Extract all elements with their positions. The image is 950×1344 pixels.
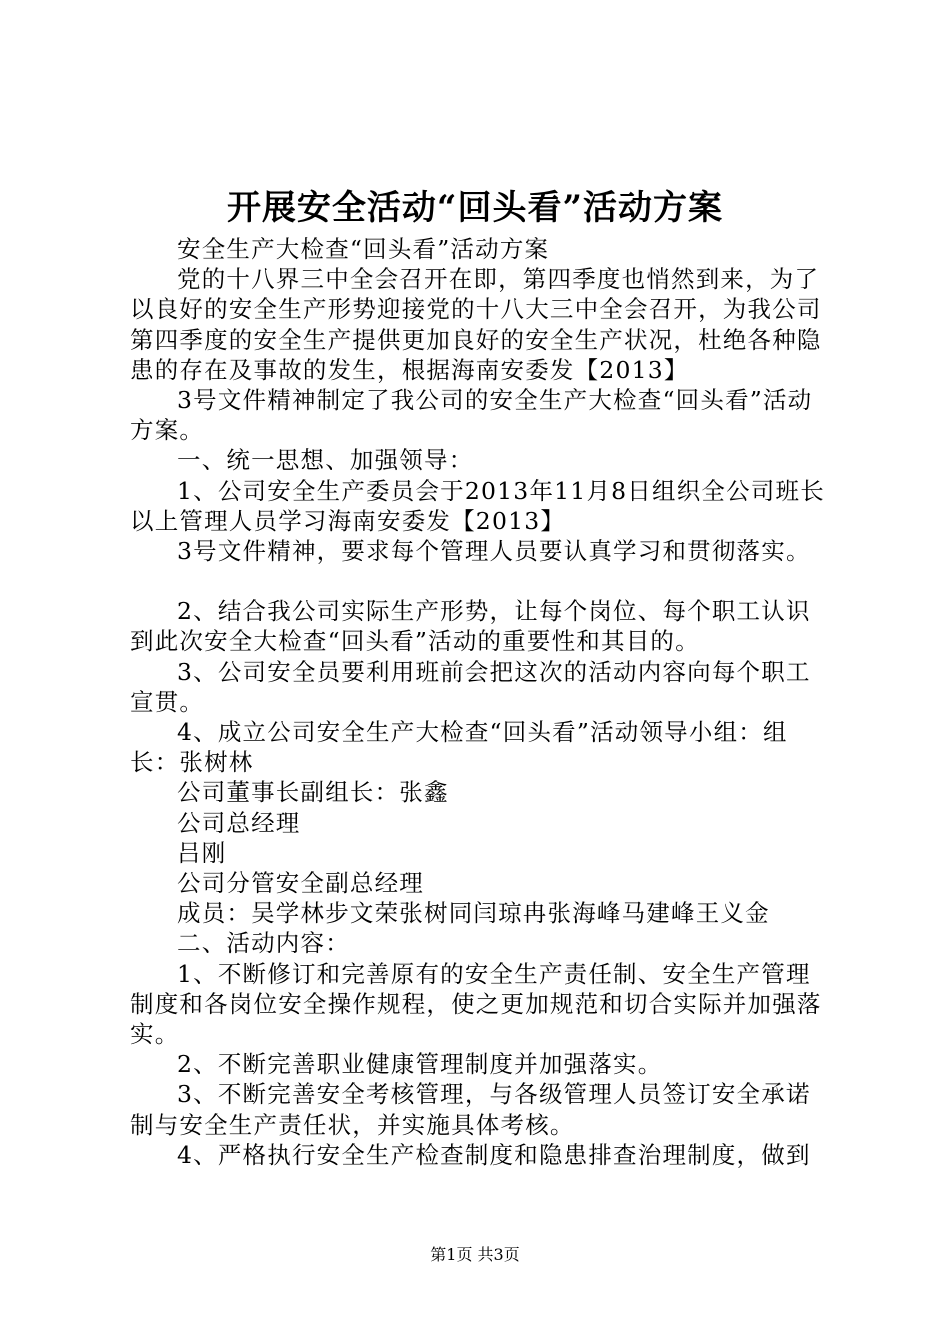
paragraph: 3号文件精神制定了我公司的安全生产大检查“回头看”活动方案。 (130, 386, 813, 445)
paragraph: 2、不断完善职业健康管理制度并加强落实。 (177, 1050, 663, 1079)
paragraph: 4、成立公司安全生产大检查“回头看”活动领导小组：组长：张树林 (130, 718, 788, 777)
page-number-footer: 第1页 共3页 (430, 1245, 520, 1264)
paragraph: 公司总经理 (177, 808, 301, 837)
paragraph: 公司分管安全副总经理 (177, 869, 424, 898)
blank-line (130, 566, 835, 596)
section-heading: 一、统一思想、加强领导： (177, 446, 474, 475)
paragraph: 党的十八界三中全会召开在即，第四季度也悄然到来，为了以良好的安全生产形势迎接党的十八大三中全会召开，为我公司第四季度的安全生产提供更加良好的安全生产状况，杜绝各种隐患的存在及事故的发生，根据海南安委发【2013】 (130, 265, 822, 384)
paragraph: 3、不断完善安全考核管理，与各级管理人员签订安全承诺制与安全生产责任状，并实施具体考核。 (130, 1080, 811, 1139)
document-title: 开展安全活动“回头看”活动方案 (226, 188, 724, 228)
paragraph: 安全生产大检查“回头看”活动方案 (177, 235, 550, 263)
paragraph: 公司董事长副组长：张鑫 (177, 778, 449, 807)
paragraph: 成员：吴学林步文荣张树同闫琼冉张海峰马建峰王义金 (177, 899, 770, 928)
section-heading: 二、活动内容： (177, 929, 350, 958)
paragraph: 4、严格执行安全生产检查制度和隐患排查治理制度，做到 (177, 1140, 811, 1169)
paragraph: 1、公司安全生产委员会于2013年11月8日组织全公司班长以上管理人员学习海南安委发【2013】 (130, 476, 825, 535)
paragraph: 吕刚 (177, 838, 227, 867)
paragraph: 3、公司安全员要利用班前会把这次的活动内容向每个职工宣贯。 (130, 657, 811, 716)
document-body (130, 234, 835, 1170)
paragraph: 3号文件精神，要求每个管理人员要认真学习和贯彻落实。 (177, 537, 811, 566)
paragraph: 2、结合我公司实际生产形势，让每个岗位、每个职工认识到此次安全大检查“回头看”活动的重要性和其目的。 (130, 597, 811, 656)
paragraph: 1、不断修订和完善原有的安全生产责任制、安全生产管理制度和各岗位安全操作规程，使之更加规范和切合实际并加强落实。 (130, 959, 822, 1049)
